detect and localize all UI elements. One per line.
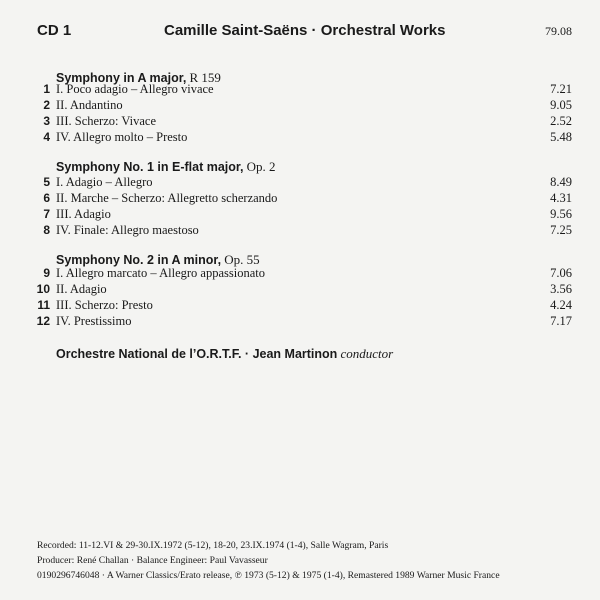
track-movement: II. Marche – Scherzo: Allegretto scherzando	[56, 191, 278, 205]
track-number: 1	[43, 82, 50, 96]
track-number: 8	[43, 223, 50, 237]
work-catalog: R 159	[189, 70, 221, 85]
track-number: 2	[43, 98, 50, 112]
track-movement: II. Andantino	[56, 98, 123, 112]
track-number: 9	[43, 266, 50, 280]
track-row	[0, 223, 600, 239]
track-movement: II. Adagio	[56, 282, 107, 296]
track-duration: 7.21	[550, 82, 572, 96]
track-duration: 8.49	[550, 175, 572, 189]
track-row	[0, 175, 600, 191]
total-time: 79.08	[545, 24, 572, 38]
performers	[56, 346, 393, 362]
track-row	[0, 130, 600, 146]
track-row	[0, 98, 600, 114]
work-catalog: Op. 2	[246, 159, 276, 174]
track-duration: 7.25	[550, 223, 572, 237]
track-duration: 2.52	[550, 114, 572, 128]
track-duration: 5.48	[550, 130, 572, 144]
track-row	[0, 298, 600, 314]
performer-role: conductor	[340, 346, 394, 361]
track-movement: III. Scherzo: Vivace	[56, 114, 157, 128]
track-number: 12	[36, 314, 50, 328]
track-duration: 9.05	[550, 98, 572, 112]
work-catalog: Op. 55	[224, 252, 260, 267]
work-name: Symphony No. 2 in A minor,	[56, 253, 222, 267]
track-movement: III. Adagio	[56, 207, 111, 221]
track-movement: III. Scherzo: Presto	[56, 298, 153, 312]
track-row	[0, 314, 600, 330]
work-title	[56, 159, 276, 175]
track-duration: 7.17	[550, 314, 572, 328]
track-number: 3	[43, 114, 50, 128]
track-duration: 7.06	[550, 266, 572, 280]
track-number: 10	[36, 282, 50, 296]
track-row	[0, 191, 600, 207]
track-duration: 9.56	[550, 207, 572, 221]
track-number: 6	[43, 191, 50, 205]
track-movement: I. Allegro marcato – Allegro appassionato	[56, 266, 265, 280]
credits-release: 0190296746048 · A Warner Classics/Erato release, ℗ 1973 (5-12) & 1975 (1-4), Remastered 1989 Warner Music France	[37, 570, 500, 581]
track-number: 4	[43, 130, 50, 144]
track-movement: IV. Finale: Allegro maestoso	[56, 223, 199, 237]
track-row	[0, 114, 600, 130]
cd-label: CD 1	[37, 22, 72, 39]
credits	[37, 538, 500, 583]
track-row	[0, 282, 600, 298]
track-number: 11	[37, 298, 50, 312]
track-duration: 4.24	[550, 298, 572, 312]
credits-producer: Producer: René Challan · Balance Engineer: Paul Vavasseur	[37, 555, 268, 566]
performer-names: Orchestre National de l’O.R.T.F. · Jean Martinon	[56, 347, 338, 361]
track-movement: I. Poco adagio – Allegro vivace	[56, 82, 214, 96]
credits-recorded: Recorded: 11-12.VI & 29-30.IX.1972 (5-12), 18-20, 23.IX.1974 (1-4), Salle Wagram, Paris	[37, 540, 389, 551]
header	[0, 22, 600, 42]
track-movement: IV. Prestissimo	[56, 314, 132, 328]
track-number: 5	[43, 175, 50, 189]
track-row	[0, 82, 600, 98]
track-number: 7	[43, 207, 50, 221]
track-movement: IV. Allegro molto – Presto	[56, 130, 188, 144]
work-name: Symphony No. 1 in E-flat major,	[56, 160, 244, 174]
track-duration: 4.31	[550, 191, 572, 205]
work-name: Symphony in A major,	[56, 71, 187, 85]
track-duration: 3.56	[550, 282, 572, 296]
album-title: Camille Saint-Saëns · Orchestral Works	[164, 22, 446, 39]
track-row	[0, 207, 600, 223]
track-row	[0, 266, 600, 282]
track-movement: I. Adagio – Allegro	[56, 175, 153, 189]
